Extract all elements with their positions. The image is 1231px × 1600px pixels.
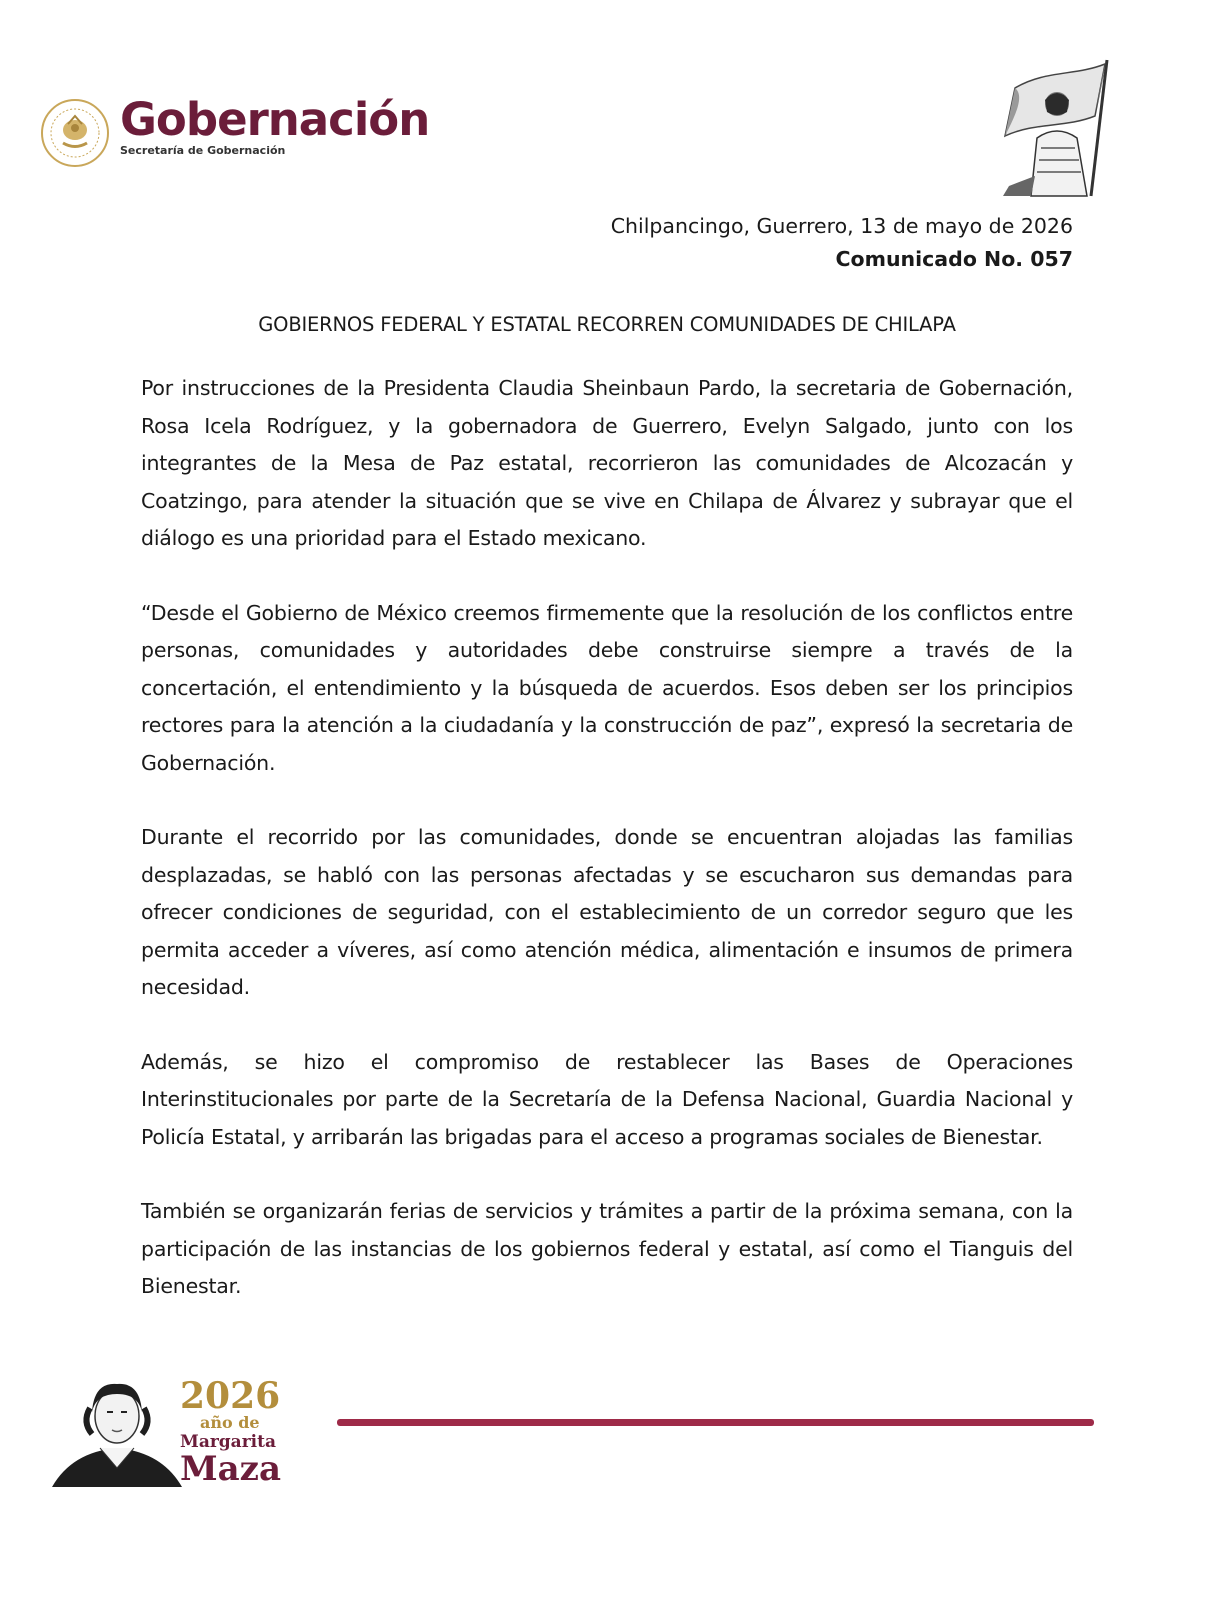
brand-subtitle: Secretaría de Gobernación [120, 144, 286, 157]
footer-divider [337, 1419, 1094, 1426]
paragraph: Por instrucciones de la Presidenta Claudia Sheinbaun Pardo, la secretaria de Gobernación, Rosa Icela Rodríguez, y la gobernadora de Guerrero, Evelyn Salgado, junto con los integrantes de la Mesa de Paz estatal, recorrieron las comunidades de Alcozacán y Coatzingo, para atender la situación que se vive en Chilapa de Álvarez y subrayar que el diálogo es una prioridad para el Estado mexicano. [141, 376, 1073, 550]
paragraph: También se organizarán ferias de servicios y trámites a partir de la próxima semana, con la participación de las instancias de los gobiernos federal y estatal, así como el Tianguis del Bienestar. [141, 1199, 1073, 1298]
paragraph: Durante el recorrido por las comunidades, donde se encuentran alojadas las familias desplazadas, se habló con las personas afectadas y se escucharon sus demandas para ofrecer condiciones de seguridad, con el establecimiento de un corredor seguro que les permita acceder a víveres, así como atención médica, alimentación e insumos de primera necesidad. [141, 825, 1073, 999]
headline: GOBIERNOS FEDERAL Y ESTATAL RECORREN COMUNIDADES DE CHILAPA [258, 313, 956, 336]
brand-block [120, 94, 429, 157]
year-name-first: Margarita [180, 1432, 276, 1452]
paragraph: Además, se hizo el compromiso de restablecer las Bases de Operaciones Interinstitucionales por parte de la Secretaría de la Defensa Nacional, Guardia Nacional y Policía Estatal, y arribarán las brigadas para el acceso a programas sociales de Bienestar. [141, 1049, 1073, 1149]
coat-of-arms-seal-icon [40, 98, 110, 168]
margarita-maza-portrait-icon [52, 1372, 182, 1487]
place-and-date: Chilpancingo, Guerrero, 13 de mayo de 2026 [610, 214, 1073, 238]
year-de: año de [200, 1413, 260, 1432]
paragraph: “Desde el Gobierno de México creemos firmemente que la resolución de los conflictos entre personas, comunidades y autoridades debe construirse siempre a través de la concertación, el entendimiento y la búsqueda de acuerdos. Esos deben ser los principios rectores para la atención a la ciudadanía y la construcción de paz”, expresó la secretaria de Gobernación. [141, 600, 1073, 775]
year-logo [180, 1375, 300, 1489]
brand-name: Gobernación [120, 93, 430, 146]
comunicado-number: Comunicado No. 057 [835, 247, 1073, 271]
woman-with-flag-icon [995, 56, 1123, 198]
year-name-last: Maza [180, 1449, 282, 1489]
year-number: 2026 [180, 1375, 281, 1417]
body-text [141, 370, 1073, 1343]
